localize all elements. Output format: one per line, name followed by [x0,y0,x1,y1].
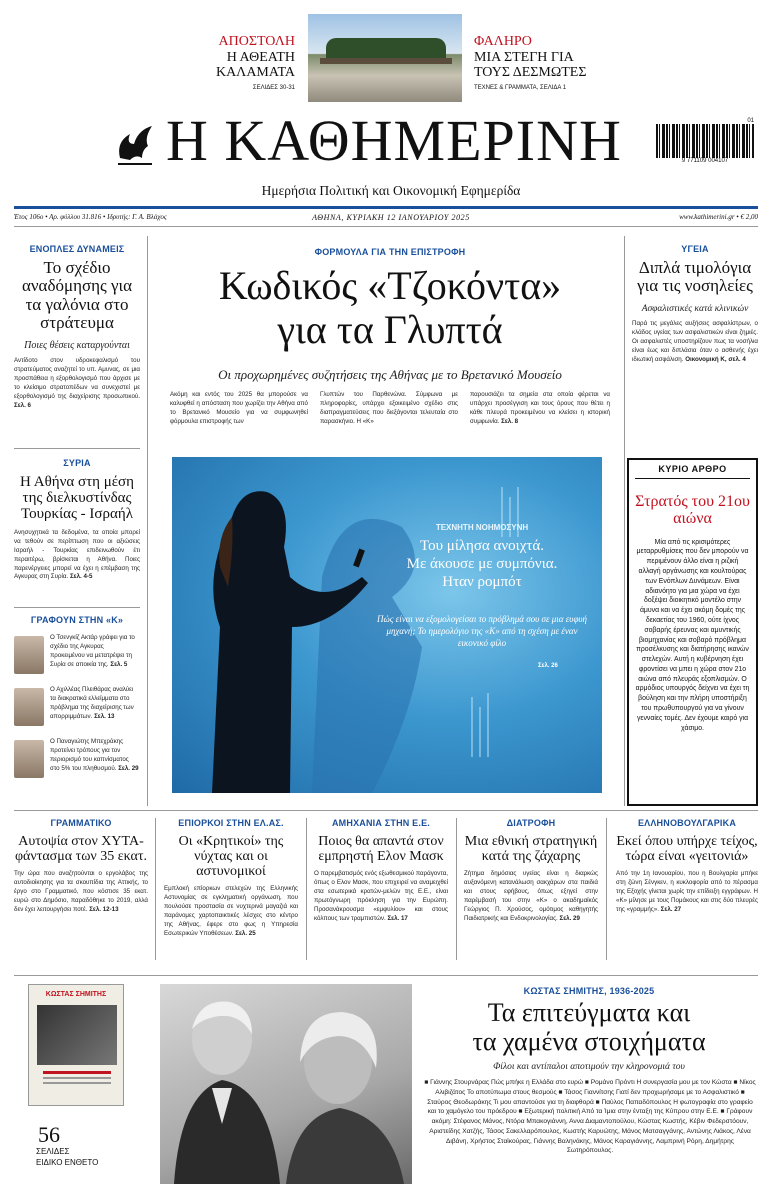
story-headline: Εκεί όπου υπήρχε τείχος, τώρα είναι «γειτονιά» [616,834,758,865]
story-body: Αντίδοτο στον υδροκεφαλισμό του στρατεύματος αναζητεί το υπ. Αμυνας, σε μια προσπάθεια η εξορθολογισμό που άρχισε με το κλείσιμο στρατοπέδων να συνεχιστεί με εξορθολογισμό της διαχείρισης προσωπικού. [14,357,140,401]
writer-text: Ο Παναγιώτης Μπεχράκης προτείνει τρόπους για τον περιορισμό του καπνίσματος στο 5% του πληθυσμού. [50,738,129,772]
ai-kicker: ΤΕΧΝΗΤΗ ΝΟΗΜΟΣΥΝΗ [435,523,529,532]
story-kicker: ΔΙΑΤΡΟΦΗ [506,818,556,828]
ai-headline-line3: Ηταν ρομπότ [442,574,522,590]
story-kicker: ΕΠΙΟΡΚΟΙ ΣΤΗΝ ΕΛ.ΑΣ. [178,818,284,828]
story-kicker: ΥΓΕΙΑ [681,244,709,254]
simitis-headline-line1: Τα επιτεύγματα και [487,998,691,1027]
story-sub: Ποιες θέσεις καταργούνται [24,340,130,352]
avatar [14,636,44,674]
teaser-left-kicker: ΑΠΟΣΤΟΛΗ [218,34,295,49]
avatar [14,740,44,778]
story-ref: Οικονομική Κ, σελ. 4 [685,355,746,363]
lead-body [170,391,610,435]
teaser-left-ref: ΣΕΛΙΔΕΣ 30-31 [252,84,295,91]
simitis-photo[interactable] [160,984,412,1184]
editorial-headline: Στρατός του 21ου αιώνα [635,493,750,528]
writer-ref: Σελ. 5 [110,660,128,668]
writer-text: Ο Αχιλλέας Πλειθάρας αναλύει τα διακρατικά ελλείμματα στο πρόβλημα της διαχείρισης των απορριμμάτων. [50,686,134,720]
barcode-top: 01 [747,118,754,124]
writer-ref: Σελ. 29 [118,764,139,772]
bottom-story[interactable] [314,818,448,924]
bottom-story[interactable] [616,818,758,915]
story-headline: Ποιος θα απαντά στον εμπρηστή Ελον Μασκ [318,834,444,865]
story-ref: Σελ. 27 [660,906,682,914]
ai-headline [372,537,592,591]
insert-count: 56 [38,1122,60,1147]
editorial-kicker: ΚΥΡΙΟ ΑΡΘΡΟ [635,464,750,479]
story-kicker: ΑΜΗΧΑΝΙΑ ΣΤΗΝ Ε.Ε. [331,818,430,828]
masthead-info-right: www.kathimerini.gr • € 2,00 [679,213,758,221]
story-body: Εμπλοκή επίορκων στελεχών της Ελληνικής Αστυνομίας σε εγκληματική οργάνωση, που πουλούσε προστασία σε νυχτερινά μαγαζιά και παράνομες χαρτοπαικτικές λέσχες στο κέντρο της Αθήνας, έφερε στο φως η Υπηρεσία Εσωτερικών Υποθέσεων. [164,885,298,938]
ai-headline-line1: Του μίλησα ανοιχτά. [419,538,545,554]
editorial-box[interactable] [627,458,758,806]
masthead-info-left: Έτος 106ο • Αρ. φύλλου 31.816 • Ιδρυτής: Γ. Α. Βλάχος [14,213,167,221]
story-ref: Σελ. 17 [387,915,408,923]
story-syria[interactable] [14,458,140,582]
lead-sub: Οι προχωρημένες συζητήσεις της Αθήνας με το Βρετανικό Μουσείο [218,367,562,382]
story-kicker: ΕΝΟΠΛΕΣ ΔΥΝΑΜΕΙΣ [29,244,125,254]
lead-col3: παρουσιάζει τα σημεία στα οποία φέρεται να υπάρχει προσέγγιση και τους όρους που θέτει η κάθε πλευρά προκειμένου να κλείσει η ιστορική συμφωνία. [470,391,610,425]
bottom-story[interactable] [464,818,598,924]
writers-list [14,632,140,802]
story-body: Από την 1η Ιανουαρίου, που η Βουλγαρία μπήκε στη ζώνη Σένγκεν, η κυκλοφορία από το πέρασμα της Εξοχής γίνεται χωρίς την επίδειξη εγγράφων. Η «Κ» μίλησε με τους Πομάκους και στις δύο πλευρές της «γραμμής». [616,870,758,914]
simitis-kicker: ΚΩΣΤΑΣ ΣΗΜΙΤΗΣ, 1936-2025 [523,986,655,996]
writer-ref: Σελ. 13 [94,712,115,720]
teaser-left[interactable] [190,34,295,91]
masthead-title: Η ΚΑΘΗΜΕΡΙΝΗ [166,108,622,173]
story-body: Ο παρεμβατισμός ενός εξωθεσμικού παράγοντα, όπως ο Ελον Μασκ, που επιχειρεί να αναμειχθεί στα εσωτερικά κρατών-μελών της Ε.Ε., είναι πρωτόγνωρη πρόκληση για την Ευρώπη. Προσανάκρουσμα «εμφυλίου» και στους κόλπους των τραμπιστών. [314,870,448,923]
lead-headline[interactable] [150,264,630,352]
ai-headline-line2: Με άκουσε με συμπόνια. [406,556,558,572]
story-body: Την ώρα που αναζητούνται ο εργολάβος της αυτοδιοίκησης για τα σκουπίδια της Αττικής, το έργο στο Γραμματικό, που κόστισε 35 εκατ. ευρώ στο Δημόσιο, παραδόθηκε το 2019, αλλά δεν έχει λειτουργήσει ποτέ. [14,870,148,914]
teaser-right-line2: ΤΟΥΣ ΔΕΣΜΩΤΕΣ [474,65,587,81]
story-headline: Το σχέδιο αναδόμησης για τα γαλόνια στο στράτευμα [21,258,133,333]
simitis-sub: Φίλοι και αντίπαλοι αποτιμούν την κληρονομιά του [493,1062,685,1072]
story-kicker: ΕΛΛΗΝΟΒΟΥΛΓΑΡΙΚΑ [637,818,737,828]
teaser-left-line1: Η ΑΘΕΑΤΗ [226,50,295,65]
simitis-headline[interactable] [420,998,758,1056]
story-sub: Ασφαλιστικές κατά κλινικών [641,303,749,314]
masthead-tagline: Ημερήσια Πολιτική και Οικονομική Εφημερίδα [261,183,521,198]
story-body: Ανησυχητικά τα δεδομένα, τα οποία μπορεί να τεθούν σε περίπτωση που οι αξιώσεις Ισραήλ - Τουρκίας επιδεινωθούν έτι περαιτέρω, βρίσκεται η Αθήνα. Ποιες παρενέργειες μπορεί να έχει η επέμβαση της Αγκυρας στη Συρία. [14,528,140,581]
insert-label-pages: ΣΕΛΙΔΕΣ [36,1147,70,1156]
story-headline: Η Αθήνα στη μέση της διελκυστίνδας Τουρκίας - Ισραήλ [20,474,134,523]
ai-ref: Σελ. 26 [538,663,558,669]
story-ref: Σελ. 29 [559,915,580,923]
teaser-right-line1: ΜΙΑ ΣΤΕΓΗ ΓΙΑ [474,50,574,65]
barcode [656,118,754,172]
teaser-left-line2: ΚΑΛΑΜΑΤΑ [215,65,295,81]
bottom-story[interactable] [164,818,298,939]
insert-title: ΚΩΣΤΑΣ ΣΗΜΙΤΗΣ [45,991,107,998]
writer-item[interactable] [50,634,140,670]
story-headline: Αυτοψία στον ΧΥΤΑ-φάντασμα των 35 εκατ. [14,834,148,865]
story-kicker: ΓΡΑΜΜΑΤΙΚΟ [50,818,112,828]
writer-item[interactable] [50,738,140,774]
lead-headline-line1: Κωδικός «Τζοκόντα» [218,263,562,308]
story-ref: Σελ. 12-13 [89,906,119,914]
bottom-story[interactable] [14,818,148,915]
insert-cover[interactable] [28,984,124,1106]
ai-body: Πώς είναι να εξομολογείσαι το πρόβλημά σου σε μια ευφυή μηχανή; Το ημερολόγιο της «Κ» από τη σχέση με έναν εικονικό φίλο [376,614,588,649]
story-headline: Οι «Κρητικοί» της νύχτας και οι αστυνομικοί [178,834,284,880]
simitis-body: ■ Γιάννης Στουρνάρας Πώς μπήκε η Ελλάδα στο ευρώ ■ Ρομάνο Πρόντι Η συνεργασία μου με τον Κώστα ■ Νίκος Αλιβιζάτος Το αποτύπωμα στους θεσμούς ■ Τάσος Γιαννίτσης Γιατί δεν προχωρήσαμε με το Ασφαλιστικό ■ Σταύρος Θεοδωράκης Τι μου απαντούσε για τη διαφθορά ■ Παύλος Παπαδόπουλος Η φωτογραφία στο γραφείο και το χαμόγελο του πρόεδρου ■ Εξωτερική πολιτική Από τα Ίμια στην ένταξη της Κύπρου στην Ε.Ε. ■ Γράφουν ακόμη: Στέφανος Μάνος, Ντόρα Μπακογιάννη, Αννα Διαμαντοπούλου, Κώστας Κωστής, Κέβιν Φεδερστόουν, Αριστείδης Χατζής, Τάσος Σακελλαρόπουλος, Κωστής Καρυώτης, Μάνος Ματσαγγάνης, Αντώνης Λιάκος, Λένα Διβάνη, Χρήστος Σταϊκούρας, Γιάννης Βαληνάκης, Μάνος Καραγιάννης, Λαμπρινή Ρόρη, Δημήτρης Σωτηρόπουλος. [424,1079,756,1155]
simitis-headline-line2: τα χαμένα στοιχήματα [472,1027,706,1057]
teaser-photo[interactable] [308,14,462,102]
lead-kicker: ΦΟΡΜΟΥΛΑ ΓΙΑ ΤΗΝ ΕΠΙΣΤΡΟΦΗ [314,247,466,257]
masthead-rule [14,206,758,209]
lead-col1: Ακόμη και εντός του 2025 θα μπορούσε να καλυφθεί η απόσταση που χωρίζει την Αθήνα από το Βρετανικό Μουσείο για να συμφωνηθεί φόρμουλα επιστροφής των [170,391,308,425]
writer-item[interactable] [50,686,140,722]
lead-col2: Γλυπτών του Παρθενώνα. Σύμφωνα με πληροφορίες, υπάρχει εξοικειμένο σχέδιο στις διαπραγματεύσεις που διεξάγονται τελευταία στο παρασκήνιο. Η «Κ» [320,391,458,425]
teaser-right-kicker: ΦΑΛΗΡΟ [474,34,532,49]
barcode-number: 9 771109 004107 [681,158,729,164]
teaser-right-ref: ΤΕΧΝΕΣ & ΓΡΑΜΜΑΤΑ, ΣΕΛΙΔΑ 1 [474,84,567,91]
story-body: Ζήτημα δημόσιας υγείας είναι η διαρκώς αυξανόμενη κατανάλωση σακχάρων στα παιδιά και στους εφήβους, όπως εξηγεί στην παρέμβασή του στην «Κ» ο ακαδημαϊκός Γεώργιος Π. Χρούσος, ομότιμος καθηγητής Παιδιατρικής και Ενδοκρινολογίας. [464,870,598,923]
story-health[interactable] [632,244,758,365]
editorial-body: Μία από τις κρισιμότερες μεταρρυθμίσεις που δεν μπορούν να περιμένουν άλλο είναι η ριζική αλλαγή οργάνωσης και κουλτούρας των Ενόπλων Δυνάμεων. Είναι αδιανόητο για μια χώρα να έχει δοξέψει διοικητικό μοντέλο στην άμυνα και να έχει ακόμη δομές της δεκαετίας του 1960, ούτε ίχνος σοβαρής έρευνας και αμυντικής βιομηχανίας και σοβαρό πρόβλημα προσέλκυσης και διατήρησης ικανών στελεχών. Αυτή η κυβέρνηση έχει φροντίσει να μπει η χώρα στον 21ο αιώνα από πλευράς εξοπλισμών. Ο αρμόδιος υπουργός δείχνει να έχει τη βούληση και την πλήρη υποστήριξη του πρωθυπουργού για να γίνουν γενναίες τομές. Δεν έχουμε καιρό για χάσιμο. [635,538,750,732]
story-body: Παρά τις μεγάλες αυξήσεις ασφαλίστρων, ο κλάδος υγείας των ασφαλιστικών είναι ζημιές. Οι ασφαλιστές υποστηρίζουν πως τα νοσήλια είναι έως και διπλάσια όταν ο ασθενής έχει ιδιωτική ασφάλιση. [632,319,758,363]
avatar [14,688,44,726]
bottom-stories [14,818,758,968]
teaser-right[interactable] [474,34,604,91]
writers-kicker: ΓΡΑΦΟΥΝ ΣΤΗΝ «Κ» [30,615,124,625]
insert-photo [37,1005,117,1065]
insert-label-special: ΕΙΔΙΚΟ ΕΝΘΕΤΟ [36,1158,99,1167]
dateline: ΑΘΗΝΑ, ΚΥΡΙΑΚΗ 12 ΙΑΝΟΥΑΡΙΟΥ 2025 [312,213,470,222]
story-ref: Σελ. 6 [14,402,31,410]
story-armed-forces[interactable] [14,244,140,411]
ai-feature[interactable] [172,457,602,793]
story-kicker: ΣΥΡΙΑ [63,458,91,468]
logo-icon [112,120,158,170]
story-ref: Σελ. 4-5 [69,573,93,581]
lead-headline-line2: για τα Γλυπτά [277,307,503,352]
story-ref: Σελ. 25 [235,930,256,938]
story-headline: Διπλά τιμολόγια για τις νοσηλείες [637,258,753,296]
lead-col3-ref: Σελ. 8 [501,417,519,425]
writer-text: Ο Τσενγκίζ Ακτάρ γράφει για το σχέδιο της Αγκυρας προκειμένου να μετατρέψει τη Συρία σε αποικία της. [50,634,135,668]
story-headline: Μια εθνική στρατηγική κατά της ζάχαρης [464,834,598,865]
